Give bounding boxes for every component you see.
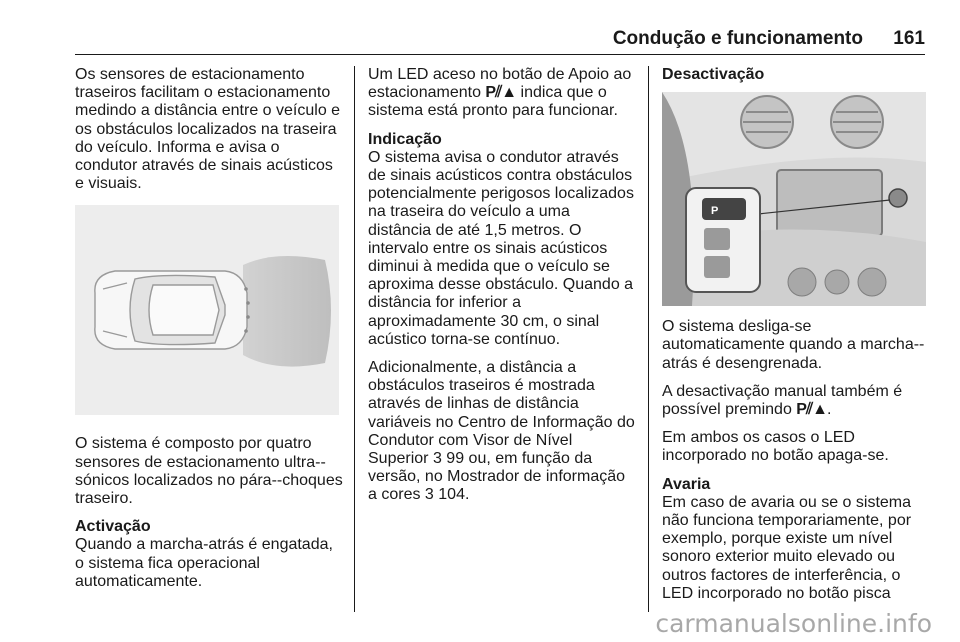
svg-text:P: P	[711, 205, 719, 218]
parking-assist-icon: P⫽▲	[796, 401, 827, 419]
ref-link[interactable]: 99	[446, 450, 465, 468]
led-off-paragraph: Em ambos os casos o LED incorporado no botão apaga-se.	[662, 429, 889, 465]
column-left	[75, 66, 343, 601]
parking-assist-icon: P⫽▲	[485, 84, 517, 102]
composition-paragraph: O sistema é composto por quatro sensores de estacionamento ultra--sónicos localizados no pára--choques traseiro.	[75, 435, 343, 508]
ref-arrow-icon: 3	[432, 450, 442, 468]
parking-sensor-illustration	[75, 205, 339, 415]
column-divider-2	[648, 66, 649, 612]
column-divider-1	[354, 66, 355, 612]
auto-off-paragraph: O sistema desliga-se automaticamente quando a marcha--atrás é desengrenada.	[662, 318, 925, 372]
watermark: carmanualsonline.info	[655, 609, 932, 638]
led-paragraph: Um LED aceso no botão de Apoio ao estacionamento P⫽▲ indica que o sistema está pronto para funcionar.	[368, 66, 632, 120]
indication-paragraph: O sistema avisa o condutor através de sinais acústicos contra obstáculos potencialmente perigosos localizados na traseira do veículo a uma distância de até 1,5 metros. O intervalo entre os sinais acústicos diminui à medida que o veículo se aproxima desse obstáculo. Quando a distância for inferior a aproximadamente 30 cm, o sinal acústico torna-se contínuo.	[368, 148, 634, 348]
failure-heading: Avaria	[662, 475, 711, 493]
ref-link[interactable]: 104.	[438, 486, 470, 504]
deactivation-heading: Desactivação	[662, 66, 765, 83]
indication-heading: Indicação	[368, 130, 442, 148]
column-middle	[368, 66, 636, 515]
page-header	[75, 28, 925, 55]
button-panel-inset	[686, 188, 760, 292]
intro-paragraph: Os sensores de estacionamento traseiros facilitam o estacionamento medindo a distância entre o veículo e os obstáculos localizados na traseira do veículo. Informa e avisa o condutor através de sinais acústicos e visuais.	[75, 66, 341, 193]
dashboard-button-illustration	[662, 92, 926, 306]
activation-paragraph: Quando a marcha-atrás é engatada, o sistema fica operacional automaticamente.	[75, 536, 333, 590]
failure-paragraph: Em caso de avaria ou se o sistema não funciona temporariamente, por exemplo, porque existe um nível sonoro exterior muito elevado ou outros factores de interferência, o LED incorporado no botão pisca	[662, 493, 912, 602]
section-title: Condução e funcionamento	[612, 28, 863, 49]
manual-off-paragraph: A desactivação manual também é possível premindo P⫽▲.	[662, 382, 903, 419]
ref-arrow-icon: 3	[424, 486, 434, 504]
additional-paragraph: Adicionalmente, a distância a obstáculos traseiros é mostrada através de linhas de distância variáveis no Centro de Informação do Condutor com Visor de Nível Superior 3 99 ou, em função da versão, no Mostrador de informação a cores 3 104.	[368, 359, 635, 504]
column-right	[662, 66, 930, 613]
activation-heading: Activação	[75, 518, 151, 536]
page-number: 161	[893, 28, 925, 49]
car-top-view	[95, 271, 247, 349]
